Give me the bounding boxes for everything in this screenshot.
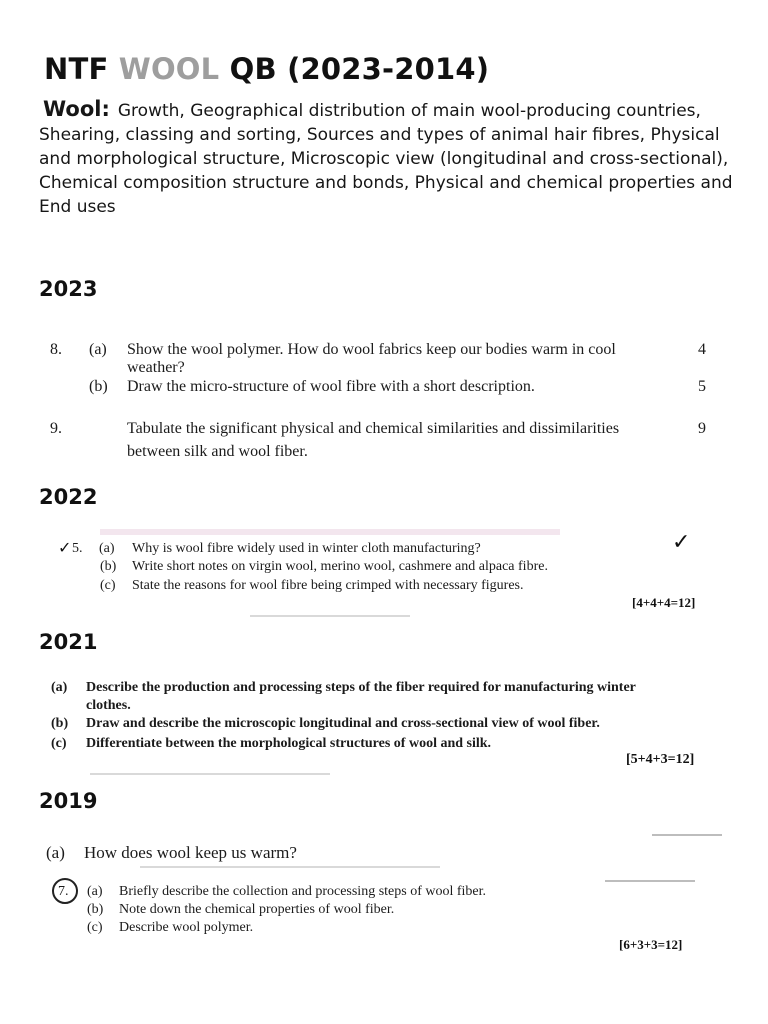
question-marks: 4	[698, 341, 706, 358]
part-label: (a)	[99, 541, 115, 556]
question-text: Describe wool polymer.	[119, 920, 254, 935]
marks-total: [5+4+3=12]	[626, 752, 695, 767]
question-text: Describe the production and processing steps of the fiber required for manufacturing winter	[86, 680, 636, 695]
part-label: (a)	[89, 341, 107, 358]
title-prefix: NTF	[44, 52, 119, 86]
part-label: (b)	[89, 378, 108, 395]
question-number: 8.	[50, 341, 62, 358]
year-heading-2023: 2023	[39, 277, 98, 301]
scan-cutoff-line	[90, 773, 330, 775]
question-text: Write short notes on virgin wool, merino wool, cashmere and alpaca fibre.	[132, 559, 548, 574]
part-label: (a)	[51, 680, 68, 695]
part-label: (a)	[46, 843, 65, 862]
page-title	[44, 52, 489, 86]
question-number: 9.	[50, 420, 62, 437]
marks-total: [4+4+4=12]	[632, 595, 696, 610]
part-label: (b)	[51, 716, 69, 731]
syllabus-text: Growth, Geographical distribution of main wool-producing countries, Shearing, classing and sorting, Sources and types of animal hair fibres, Physical and morphological structure, Microscopic view (longitudinal and cross-sectional), Chemical composition structure and bonds, Physical and chemical properties and End uses	[39, 101, 733, 217]
question-number: 5.	[72, 541, 83, 556]
title-accent-word: WOOL	[118, 52, 220, 86]
question-text: Tabulate the significant physical and chemical similarities and dissimilarities	[127, 420, 620, 437]
part-label: (c)	[100, 578, 116, 593]
question-text: Show the wool polymer. How do wool fabrics keep our bodies warm in cool	[127, 341, 616, 358]
part-label: (c)	[51, 736, 67, 751]
year-heading-2021: 2021	[39, 630, 98, 654]
question-text: clothes.	[86, 698, 131, 713]
question-text: How does wool keep us warm?	[84, 843, 297, 862]
syllabus-paragraph	[39, 97, 744, 219]
part-label: (b)	[87, 902, 104, 917]
question-text: weather?	[127, 359, 185, 376]
part-label: (a)	[87, 884, 103, 899]
part-label: (c)	[87, 920, 103, 935]
pen-stroke-icon: ✓	[672, 530, 691, 555]
syllabus-label: Wool:	[43, 97, 110, 121]
part-label: (b)	[100, 559, 117, 574]
question-number: 7.	[58, 884, 69, 899]
scan-cutoff-line	[140, 866, 440, 868]
question-text: Draw the micro-structure of wool fibre with a short description.	[127, 378, 535, 395]
scan-shading	[100, 529, 560, 535]
check-mark-icon: ✓	[58, 538, 72, 557]
year-heading-2019: 2019	[39, 789, 98, 813]
question-text: Draw and describe the microscopic longitudinal and cross-sectional view of wool fiber.	[86, 716, 600, 731]
question-text: Differentiate between the morphological structures of wool and silk.	[86, 736, 492, 751]
marks-total: [6+3+3=12]	[619, 937, 683, 952]
question-text: Note down the chemical properties of wool fiber.	[119, 902, 395, 917]
question-marks: 5	[698, 378, 706, 395]
scan-cutoff-line	[652, 834, 722, 836]
question-text: State the reasons for wool fibre being crimped with necessary figures.	[132, 578, 524, 593]
scan-cutoff-line	[605, 880, 695, 882]
question-text: between silk and wool fiber.	[127, 443, 308, 460]
question-text: Why is wool fibre widely used in winter cloth manufacturing?	[132, 541, 481, 556]
question-marks: 9	[698, 420, 706, 437]
scan-cutoff-line	[250, 615, 410, 617]
title-suffix: QB (2023-2014)	[219, 52, 490, 86]
year-heading-2022: 2022	[39, 485, 98, 509]
question-text: Briefly describe the collection and processing steps of wool fiber.	[119, 884, 487, 899]
